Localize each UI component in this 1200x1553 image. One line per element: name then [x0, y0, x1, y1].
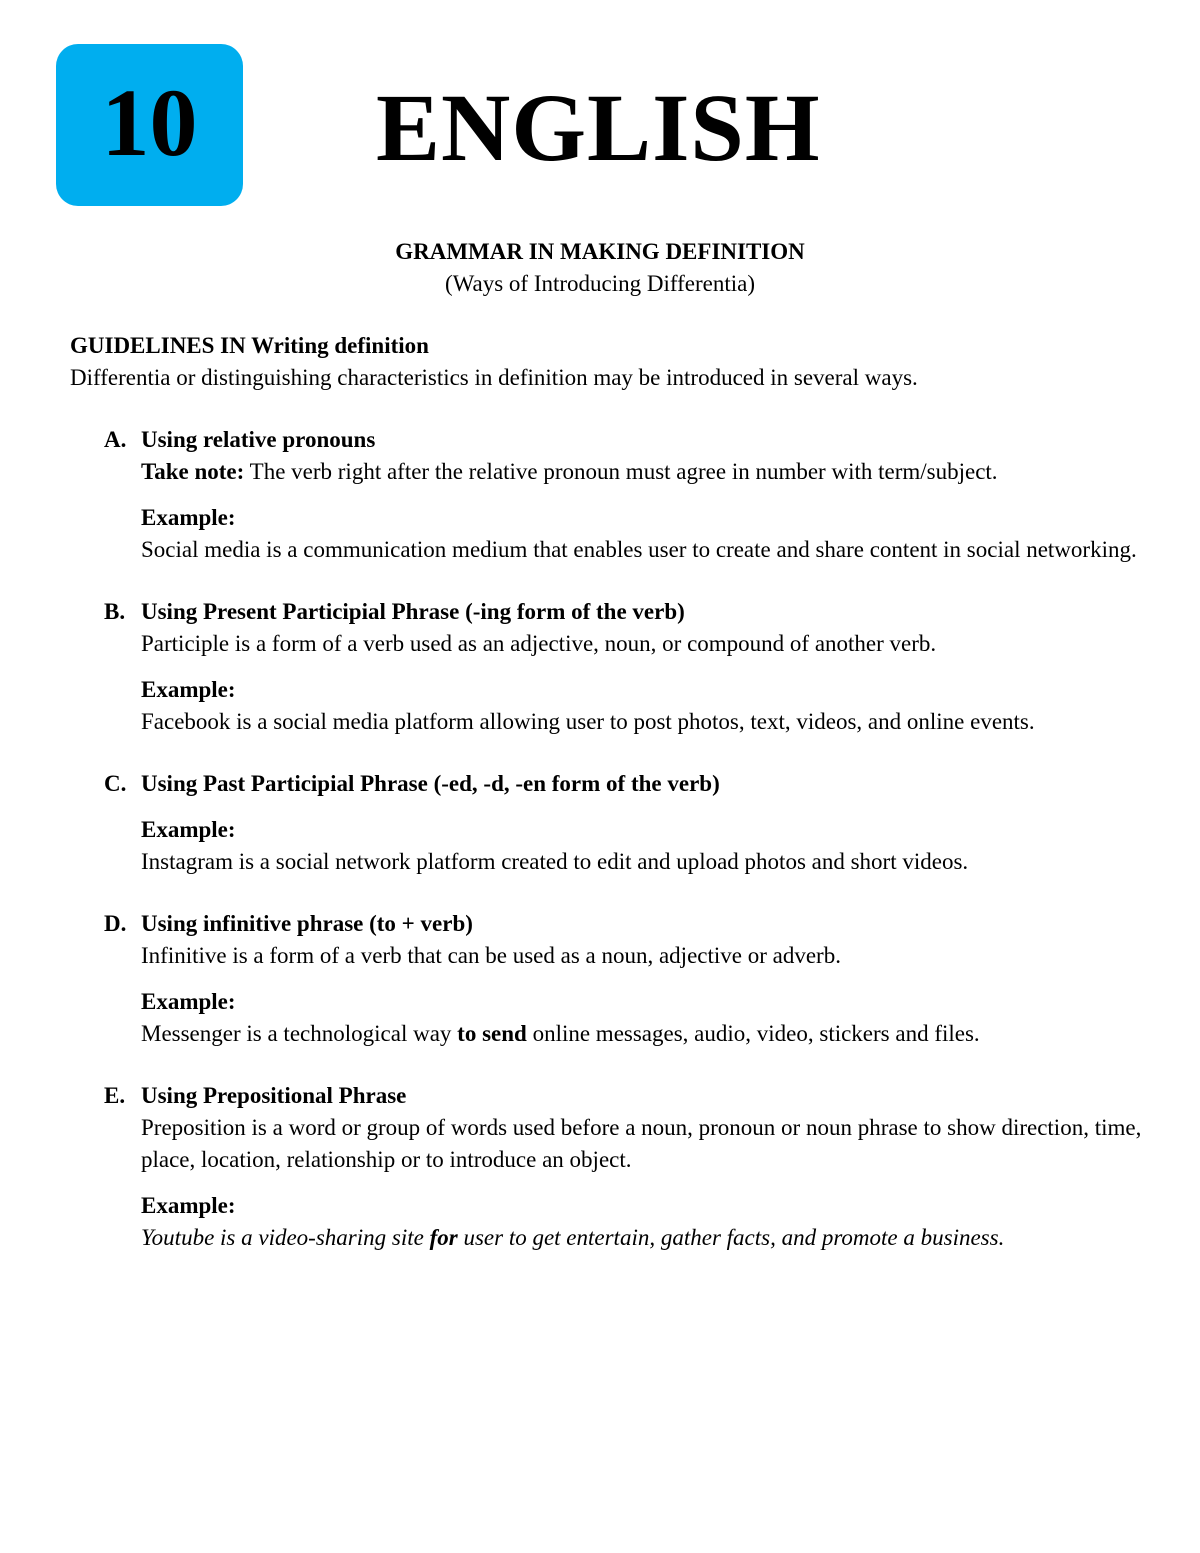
section-c: [104, 768, 1144, 878]
example-text-after: online messages, audio, video, stickers and files.: [526, 1021, 980, 1046]
section-b: [104, 596, 1144, 738]
section-heading: Using infinitive phrase (to + verb): [141, 911, 473, 936]
guidelines-block: [70, 330, 1170, 394]
example-text: Facebook is a social media platform allowing user to post photos, text, videos, and online events.: [141, 709, 1035, 734]
subject-title: ENGLISH: [376, 74, 821, 181]
guidelines-heading: GUIDELINES IN Writing definition: [70, 333, 429, 358]
example-text-before: Messenger is a technological way: [141, 1021, 458, 1046]
example-label: Example:: [141, 989, 236, 1014]
guidelines-text: Differentia or distinguishing characteristics in definition may be introduced in several ways.: [70, 365, 918, 390]
section-letter: E.: [104, 1083, 126, 1108]
example-label: Example:: [141, 677, 236, 702]
example-text: Social media is a communication medium that enables user to create and share content in social networking.: [141, 537, 1137, 562]
example-label: Example:: [141, 1193, 236, 1218]
take-note-label: Take note:: [141, 459, 245, 484]
document-title: GRAMMAR IN MAKING DEFINITION: [395, 239, 805, 264]
example-text-before: Youtube is a video-sharing site: [141, 1225, 430, 1250]
section-heading: Using Present Participial Phrase (-ing form of the verb): [141, 599, 685, 624]
section-description: Preposition is a word or group of words used before a noun, pronoun or noun phrase to show direction, time, place, location, relationship or to introduce an object.: [141, 1115, 1142, 1172]
document-subtitle: (Ways of Introducing Differentia): [444, 271, 756, 296]
section-description: Participle is a form of a verb used as an adjective, noun, or compound of another verb.: [141, 631, 937, 656]
take-note: [141, 456, 1144, 488]
example-text: [141, 1222, 1144, 1254]
section-letter: C.: [104, 771, 127, 796]
example-emphasis: for: [429, 1225, 458, 1250]
section-a: [104, 424, 1144, 566]
grade-number: 10: [101, 69, 198, 176]
section-d: [104, 908, 1144, 1050]
sections-list: [104, 424, 1144, 1254]
grade-badge: [56, 44, 243, 206]
section-description: Infinitive is a form of a verb that can be used as a noun, adjective or adverb.: [141, 943, 841, 968]
section-heading: Using Prepositional Phrase: [141, 1083, 407, 1108]
example-emphasis: to send: [457, 1021, 527, 1046]
example-text: Instagram is a social network platform created to edit and upload photos and short videos.: [141, 849, 969, 874]
section-letter: B.: [104, 599, 126, 624]
section-heading: Using relative pronouns: [141, 427, 376, 452]
example-text-after: user to get entertain, gather facts, and promote a business.: [457, 1225, 1005, 1250]
section-letter: A.: [104, 427, 127, 452]
example-label: Example:: [141, 505, 236, 530]
section-e: [104, 1080, 1144, 1254]
section-letter: D.: [104, 911, 127, 936]
example-label: Example:: [141, 817, 236, 842]
take-note-text: The verb right after the relative pronoun must agree in number with term/subject.: [244, 459, 998, 484]
example-text: [141, 1018, 1144, 1050]
section-heading: Using Past Participial Phrase (-ed, -d, -en form of the verb): [141, 771, 720, 796]
